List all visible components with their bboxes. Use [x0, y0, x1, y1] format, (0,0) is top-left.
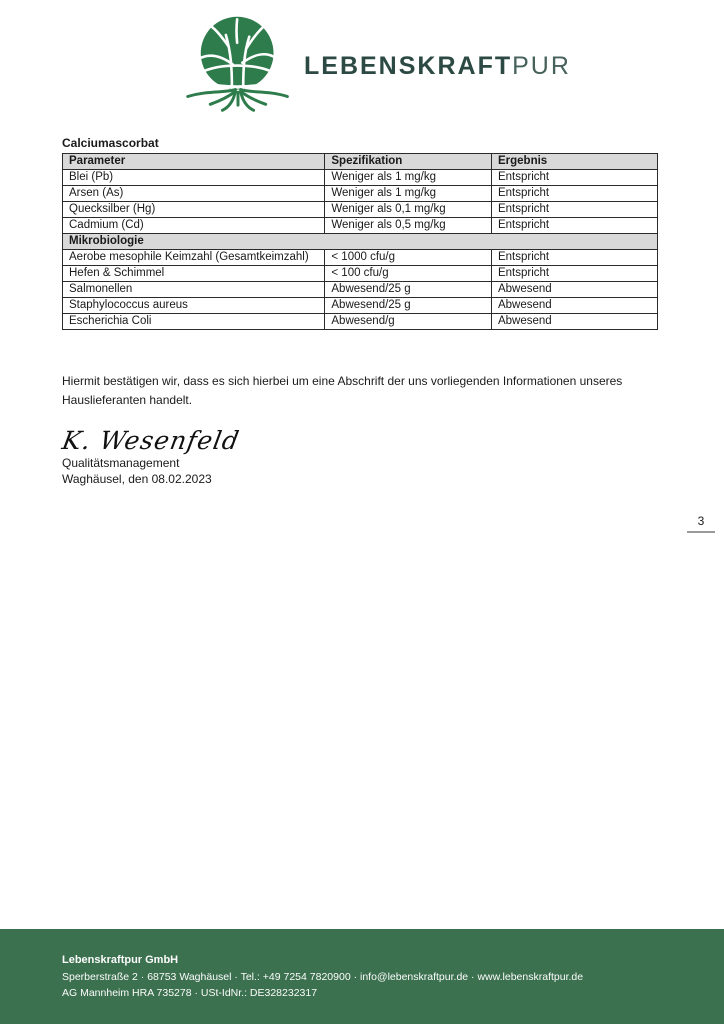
- table-cell-ergebnis: Entspricht: [491, 186, 657, 202]
- page-footer: [0, 929, 724, 1024]
- table-cell-spezifikation: Weniger als 0,1 mg/kg: [325, 202, 492, 218]
- table-cell-spezifikation: Weniger als 1 mg/kg: [325, 170, 492, 186]
- table-cell-ergebnis: Entspricht: [491, 266, 657, 282]
- table-cell-spezifikation: Abwesend/25 g: [325, 282, 492, 298]
- table-section-label: Mikrobiologie: [63, 234, 658, 250]
- table-cell-spezifikation: Abwesend/g: [325, 314, 492, 330]
- table-header-row: [63, 154, 658, 170]
- table-row: [63, 170, 658, 186]
- table-cell-spezifikation: Abwesend/25 g: [325, 298, 492, 314]
- table-row: [63, 282, 658, 298]
- table-cell-parameter: Staphylococcus aureus: [63, 298, 325, 314]
- table-cell-parameter: Blei (Pb): [63, 170, 325, 186]
- footer-text-block: [0, 929, 724, 1002]
- table-row: [63, 202, 658, 218]
- brand-wordmark-bold: LEBENSKRAFT: [304, 52, 513, 80]
- footer-contact-line: Sperberstraße 2 · 68753 Waghäusel · Tel.: +49 7254 7820900 · info@lebenskraftpur.de · www.lebenskraftpur.de: [62, 970, 584, 983]
- signature-place-date: Waghäusel, den 08.02.2023: [62, 472, 212, 486]
- table-cell-spezifikation: Weniger als 1 mg/kg: [325, 186, 492, 202]
- specification-table: [62, 153, 658, 330]
- company-logo: [186, 14, 571, 114]
- table-header-cell: Spezifikation: [325, 154, 492, 170]
- table-cell-ergebnis: Entspricht: [491, 170, 657, 186]
- tree-with-roots-icon: [186, 14, 290, 114]
- table-cell-parameter: Aerobe mesophile Keimzahl (Gesamtkeimzahl): [63, 250, 325, 266]
- table-cell-ergebnis: Abwesend: [491, 282, 657, 298]
- table-cell-spezifikation: Weniger als 0,5 mg/kg: [325, 218, 492, 234]
- footer-company-name: Lebenskraftpur GmbH: [62, 954, 179, 966]
- table-row: [63, 218, 658, 234]
- table-cell-ergebnis: Abwesend: [491, 298, 657, 314]
- table-body: [63, 170, 658, 330]
- table-row: [63, 314, 658, 330]
- table-row: [63, 250, 658, 266]
- table-cell-spezifikation: < 100 cfu/g: [325, 266, 492, 282]
- brand-wordmark: [304, 54, 571, 79]
- signature-handwriting: K. Wesenfeld: [60, 426, 242, 455]
- page-number: 3: [687, 514, 715, 533]
- table-header-cell: Ergebnis: [491, 154, 657, 170]
- table-section-row: [63, 234, 658, 250]
- confirmation-paragraph: Hiermit bestätigen wir, dass es sich hierbei um eine Abschrift der uns vorliegenden Informationen unseres Hauslieferanten handelt.: [62, 374, 623, 407]
- table-cell-parameter: Arsen (As): [63, 186, 325, 202]
- signature-department: Qualitätsmanagement: [62, 456, 180, 470]
- table-cell-parameter: Quecksilber (Hg): [63, 202, 325, 218]
- table-cell-parameter: Cadmium (Cd): [63, 218, 325, 234]
- table-row: [63, 298, 658, 314]
- table-row: [63, 186, 658, 202]
- table-header-cell: Parameter: [63, 154, 325, 170]
- table-cell-ergebnis: Entspricht: [491, 202, 657, 218]
- table-row: [63, 266, 658, 282]
- table-cell-parameter: Hefen & Schimmel: [63, 266, 325, 282]
- table-cell-ergebnis: Abwesend: [491, 314, 657, 330]
- footer-registry-line: AG Mannheim HRA 735278 · USt-IdNr.: DE328232317: [62, 987, 318, 999]
- table-cell-ergebnis: Entspricht: [491, 250, 657, 266]
- table-cell-parameter: Salmonellen: [63, 282, 325, 298]
- table-cell-spezifikation: < 1000 cfu/g: [325, 250, 492, 266]
- table-cell-ergebnis: Entspricht: [491, 218, 657, 234]
- table-cell-parameter: Escherichia Coli: [63, 314, 325, 330]
- table-title: Calciumascorbat: [62, 136, 159, 150]
- brand-wordmark-light: PUR: [512, 52, 571, 80]
